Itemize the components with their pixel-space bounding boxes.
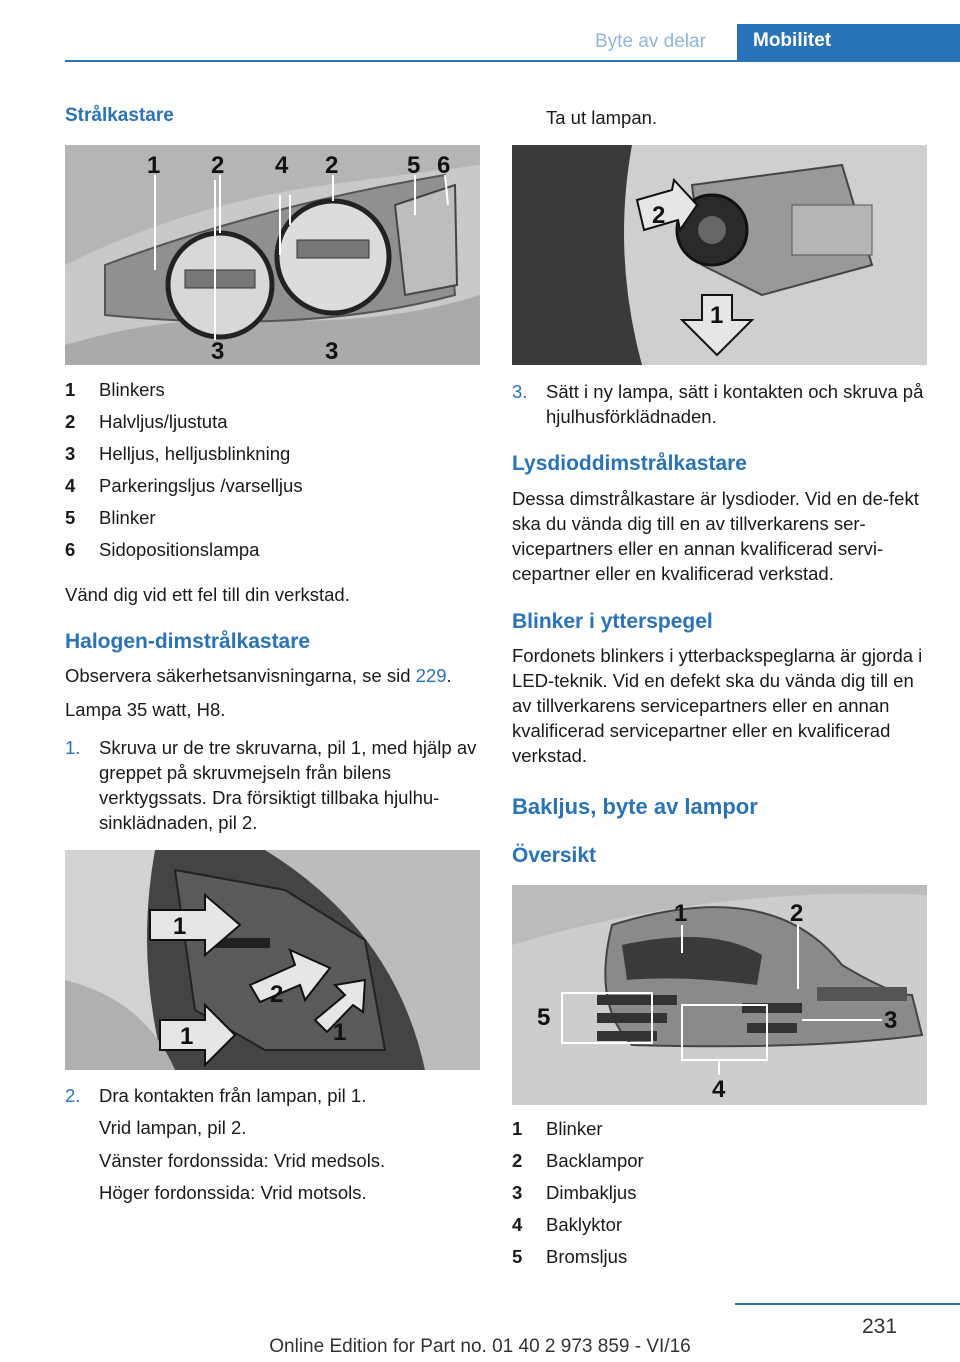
list-item: 5 Blinker — [65, 507, 156, 528]
fig2-label: 1 — [173, 913, 187, 940]
headlight-figure — [65, 145, 480, 365]
header-rule — [65, 60, 960, 62]
fig3-label: 2 — [652, 202, 666, 229]
step-2-line: Höger fordonssida: Vrid motsols. — [99, 1182, 367, 1203]
list-item: 1 Blinkers — [65, 379, 165, 400]
fig4-label: 2 — [790, 900, 804, 927]
page-link[interactable]: 229 — [415, 665, 447, 686]
rear-light-legend — [512, 1118, 927, 1278]
headlight-figure-title: Strålkastare — [65, 105, 174, 126]
headlight-legend — [65, 379, 480, 571]
page-number: 231 — [862, 1315, 898, 1338]
halogen-heading: Halogen-dimstrålkastare — [65, 630, 311, 653]
step-1: 1. Skruva ur de tre skruvarna, pil 1, med hjälp av greppet på skruvmejseln från bilens verktygssats. Dra försiktigt tillbaka hjulhu-sinklädnaden, pil 2. — [65, 737, 477, 833]
list-item: 4 Parkeringsljus /varselljus — [65, 475, 303, 496]
list-item: 5 Bromsljus — [512, 1246, 628, 1267]
list-item: 2 Backlampor — [512, 1150, 644, 1171]
fig2-label: 1 — [180, 1023, 194, 1050]
fig1-label: 1 — [147, 152, 161, 179]
remove-lamp-text: Ta ut lampan. — [546, 107, 658, 128]
rear-light-heading: Bakljus, byte av lampor — [512, 794, 758, 819]
rear-light-figure — [512, 885, 927, 1105]
fig1-label: 3 — [211, 338, 225, 365]
list-item: 6 Sidopositionslampa — [65, 539, 260, 560]
lamp-removal-figure — [512, 145, 927, 365]
mirror-heading: Blinker i ytterspegel — [512, 610, 713, 633]
fig1-label: 2 — [211, 152, 225, 179]
step-2: 2. Dra kontakten från lampan, pil 1. — [65, 1085, 367, 1106]
edition-footer: Online Edition for Part no. 01 40 2 973 859 - VI/16 — [269, 1336, 691, 1357]
fig4-label: 1 — [674, 900, 688, 927]
list-item: 4 Baklyktor — [512, 1214, 623, 1235]
lamp-spec: Lampa 35 watt, H8. — [65, 699, 226, 720]
led-text: Dessa dimstrålkastare är lysdioder. Vid en de-fekt ska du vända dig till en av tillverkarens ser-vicepartners eller en annan kvalificerad servi-cepartner eller en kvalificerad verkstad. — [512, 488, 919, 584]
header-chapter-tab: Mobilitet — [737, 24, 960, 62]
footer-rule — [735, 1303, 960, 1305]
fig4-label: 5 — [537, 1004, 551, 1031]
led-heading: Lysdioddimstrålkastare — [512, 452, 747, 475]
safety-reference: Observera säkerhetsanvisningarna, se sid 229. — [65, 665, 452, 686]
step-3: 3. Sätt i ny lampa, sätt i kontakten och skruva på hjulhusförklädnaden. — [512, 381, 924, 427]
fig4-label: 3 — [884, 1007, 898, 1034]
fig2-label: 2 — [270, 981, 284, 1008]
fig1-label: 4 — [275, 152, 289, 179]
fig4-label: 4 — [712, 1076, 726, 1103]
step-2-line: Vänster fordonssida: Vrid medsols. — [99, 1150, 386, 1171]
fig3-label: 1 — [710, 302, 724, 329]
fig2-label: 1 — [333, 1019, 347, 1046]
fig1-label: 5 — [407, 152, 421, 179]
overview-heading: Översikt — [512, 844, 597, 867]
header-section-label: Byte av delar — [595, 31, 706, 52]
fig1-label: 3 — [325, 338, 339, 365]
fig1-label: 6 — [437, 152, 451, 179]
wheelarch-figure — [65, 850, 480, 1070]
list-item: 3 Helljus, helljusblinkning — [65, 443, 291, 464]
mirror-text: Fordonets blinkers i ytterbackspeglarna är gjorda i LED-teknik. Vid en defekt ska du vända dig till en av tillverkarens servicepartners eller en annan kvalificerad servicepartner eller en kvalificerad verkstad. — [512, 645, 923, 766]
list-item: 2 Halvljus/ljustuta — [65, 411, 228, 432]
list-item: 3 Dimbakljus — [512, 1182, 637, 1203]
fig1-label: 2 — [325, 152, 339, 179]
step-2-line: Vrid lampan, pil 2. — [99, 1117, 247, 1138]
list-item: 1 Blinker — [512, 1118, 603, 1139]
workshop-note: Vänd dig vid ett fel till din verkstad. — [65, 584, 350, 605]
